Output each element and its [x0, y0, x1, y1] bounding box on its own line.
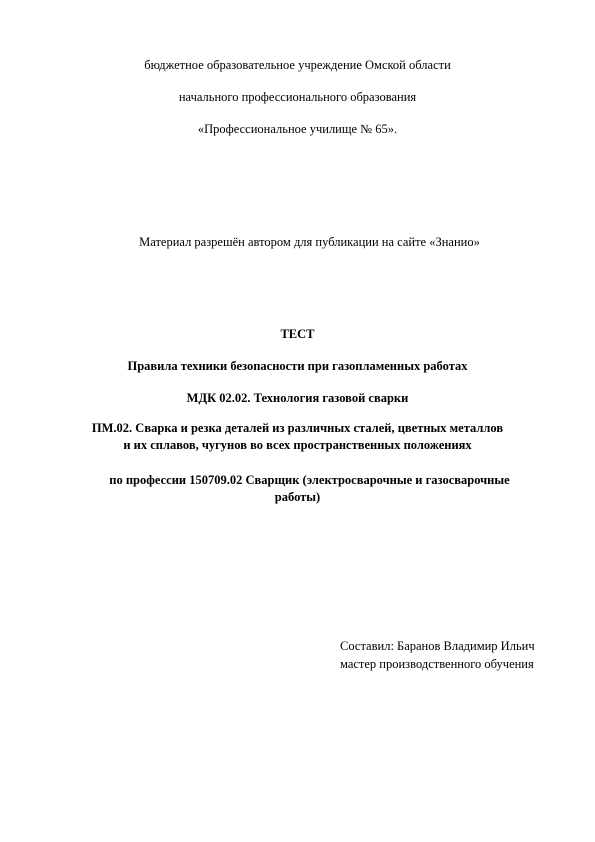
test-title: ТЕСТ: [280, 327, 315, 341]
author-name: Составил: Баранов Владимир Ильич: [340, 639, 535, 653]
module-line-1: ПМ.02. Сварка и резка деталей из различных сталей, цветных металлов: [91, 421, 504, 435]
institution-line-3: «Профессиональное училище № 65».: [197, 122, 398, 136]
module-line-2: и их сплавов, чугунов во всех пространственных положениях: [123, 438, 472, 452]
profession-line-2: работы): [274, 490, 321, 504]
author-position: мастер производственного обучения: [340, 657, 534, 671]
test-subject: Правила техники безопасности при газопламенных работах: [127, 359, 468, 373]
institution-line-1: бюджетное образовательное учреждение Омской области: [144, 58, 451, 72]
profession-line-1: по профессии 150709.02 Сварщик (электросварочные и газосварочные: [109, 473, 510, 487]
institution-line-2: начального профессионального образования: [178, 90, 417, 104]
publication-permission: Материал разрешён автором для публикации на сайте «Знанио»: [139, 235, 480, 249]
course-name: МДК 02.02. Технология газовой сварки: [186, 391, 409, 405]
